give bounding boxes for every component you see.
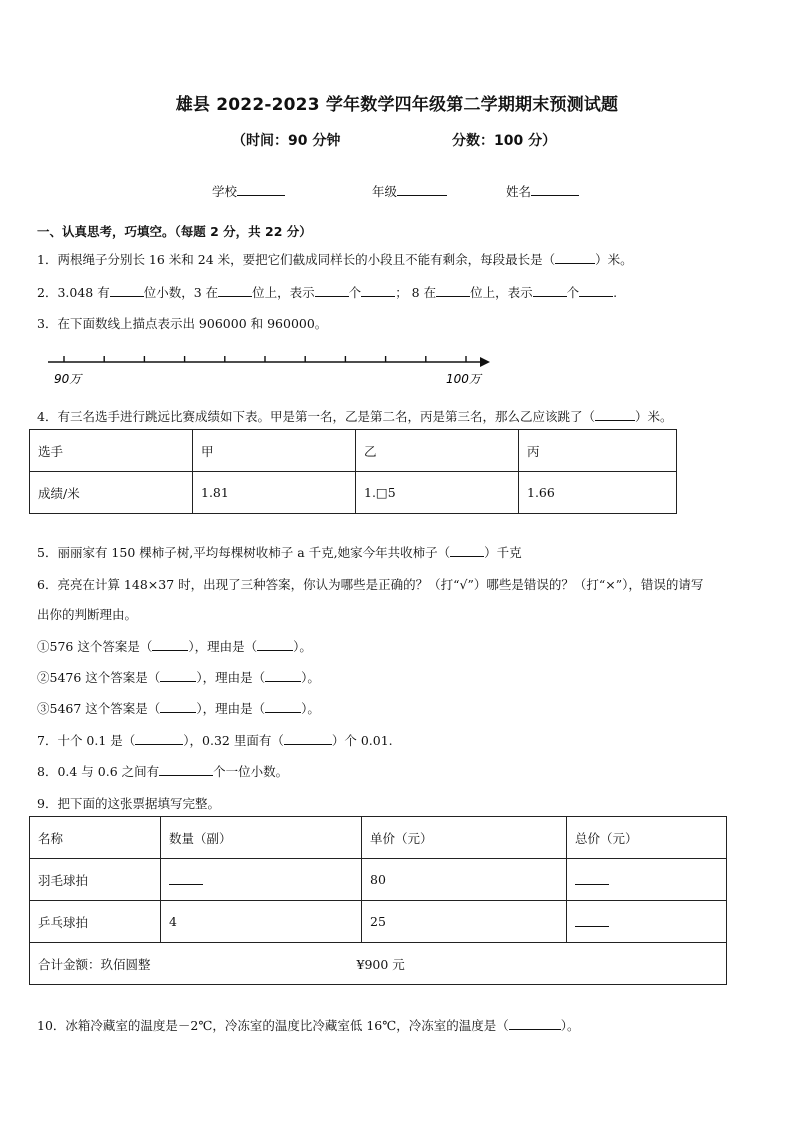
question-6-line-1: 6．亮亮在计算 148×37 时，出现了三种答案，你认为哪些是正确的？（打“√”）哪些是错误的？（打“×”），错误的请写 [37,577,704,592]
q2-part: . [613,285,618,300]
option-mark: ② [37,670,50,685]
q2-part: 位上，表示 [252,285,315,300]
q8-part: 8．0.4 与 0.6 之间有 [37,764,160,779]
q7-part: ），0.32 里面有（ [183,733,284,748]
option-blank [160,700,196,713]
receipt-cell: 4 [161,901,362,943]
jump-header-cell: 甲 [193,430,356,472]
q1-text: 1．两根绳子分别长 16 米和 24 米，要把它们截成同样长的小段且不能有剩余，每段最长是（ [37,252,556,267]
jump-table [29,429,677,514]
receipt-table [29,816,727,985]
option-blank [160,669,196,682]
jump-cell: 1.81 [193,472,356,514]
school-blank [237,183,285,196]
receipt-header-cell: 数量（副） [161,817,362,859]
receipt-blank [169,872,203,885]
receipt-blank [575,872,609,885]
q2-blank [315,284,349,297]
question-4 [37,407,672,425]
grade-field [372,182,447,200]
q4-blank [595,408,635,421]
option-mid: ），理由是（ [188,639,258,654]
question-3: 3．在下面数线上描点表示出 906000 和 960000。 [37,316,328,331]
number-line [42,346,502,390]
option-mark: ③ [37,701,50,716]
table-row [30,943,727,985]
number-line-start-label: 90万 [54,372,82,386]
receipt-header-cell: 名称 [30,817,161,859]
name-field [506,182,579,200]
jump-cell: 1.□5 [356,472,519,514]
receipt-total-label: 合计金额：玖佰圆整 [38,956,151,972]
option-blank [152,638,188,651]
q7-part: ）个 0.01. [331,733,393,748]
q5-text: 5．丽丽家有 150 棵柿子树,平均每棵树收柿子 a 千克,她家今年共收柿子（ [37,545,451,560]
receipt-header-cell: 总价（元） [567,817,727,859]
receipt-cell: 80 [362,859,567,901]
q2-part: 位上，表示 [470,285,533,300]
receipt-cell: 25 [362,901,567,943]
option-end: ）。 [301,701,320,716]
q10-text: 10．冰箱冷藏室的温度是－2℃，冷冻室的温度比冷藏室低 16℃，冷冻室的温度是（ [37,1018,509,1033]
question-8 [37,762,288,780]
option-end: ）。 [301,670,320,685]
receipt-cell: 乒乓球拍 [30,901,161,943]
q2-blank [533,284,567,297]
q1-end: ）米。 [595,252,633,267]
q2-blank [218,284,252,297]
jump-header-cell: 乙 [356,430,519,472]
jump-cell: 1.66 [519,472,677,514]
question-2 [37,283,617,301]
q1-blank [555,251,595,264]
q10-end: ）。 [560,1018,580,1033]
option-blank [265,669,301,682]
page-title: 雄县 2022-2023 学年数学四年级第二学期期末预测试题 [175,95,619,115]
q5-end: ）千克 [484,545,522,560]
q4-text: 4．有三名选手进行跳远比赛成绩如下表。甲是第一名，乙是第二名，丙是第三名，那么乙应该跳了（ [37,409,595,424]
section-heading: 一、认真思考，巧填空。（每题 2 分，共 22 分） [37,224,312,239]
table-row [30,430,677,472]
jump-cell: 成绩/米 [30,472,193,514]
table-row [30,472,677,514]
name-label: 姓名 [506,184,532,199]
q7-part: 7．十个 0.1 是（ [37,733,136,748]
receipt-cell [567,859,727,901]
question-1 [37,250,633,268]
q4-end: ）米。 [634,409,673,424]
q2-part: 个 [566,285,580,300]
option-blank [257,638,293,651]
table-row [30,901,727,943]
number-line-ticks [64,356,466,362]
q10-blank [509,1017,561,1030]
number-line-end-label: 100万 [446,372,481,386]
number-line-arrow [480,357,490,367]
school-label: 学校 [212,184,238,199]
option-mark: ① [37,639,50,654]
receipt-total-cell [30,943,727,985]
receipt-cell [567,901,727,943]
receipt-cell: 羽毛球拍 [30,859,161,901]
grade-label: 年级 [372,184,398,199]
q5-blank [450,544,484,557]
receipt-blank [575,914,609,927]
option-text: 576 这个答案是（ [49,639,153,654]
question-7 [37,731,393,749]
question-10 [37,1016,579,1034]
option-end: ）。 [293,639,312,654]
option-mid: ），理由是（ [196,670,266,685]
q6-option-1 [37,637,312,655]
school-field [212,182,285,200]
table-row [30,859,727,901]
receipt-cell [161,859,362,901]
q2-blank [579,284,613,297]
option-text: 5476 这个答案是（ [49,670,161,685]
q2-part: ； 8 在 [395,285,437,300]
score-label: 分数：100 分） [452,133,557,149]
q8-part: 个一位小数。 [213,764,289,779]
grade-blank [397,183,447,196]
q6-option-2 [37,668,320,686]
receipt-header-cell: 单价（元） [362,817,567,859]
time-label: （时间：90 分钟 [232,133,341,149]
q7-blank [135,732,183,745]
q2-part: 个 [348,285,362,300]
question-5 [37,543,522,561]
option-blank [265,700,301,713]
q7-blank [284,732,332,745]
q2-blank [361,284,395,297]
jump-header-cell: 丙 [519,430,677,472]
name-blank [531,183,579,196]
q6-option-3 [37,699,320,717]
question-9: 9．把下面的这张票据填写完整。 [37,796,220,811]
q2-blank [110,284,144,297]
receipt-total-value: ¥900 元 [356,956,405,972]
option-text: 5467 这个答案是（ [49,701,161,716]
question-6-line-2: 出你的判断理由。 [37,607,138,622]
table-row [30,817,727,859]
jump-header-cell: 选手 [30,430,193,472]
q8-blank [159,763,213,776]
q2-part: 位小数，3 在 [143,285,219,300]
q2-part: 2．3.048 有 [37,285,110,300]
option-mid: ），理由是（ [196,701,266,716]
q2-blank [436,284,470,297]
